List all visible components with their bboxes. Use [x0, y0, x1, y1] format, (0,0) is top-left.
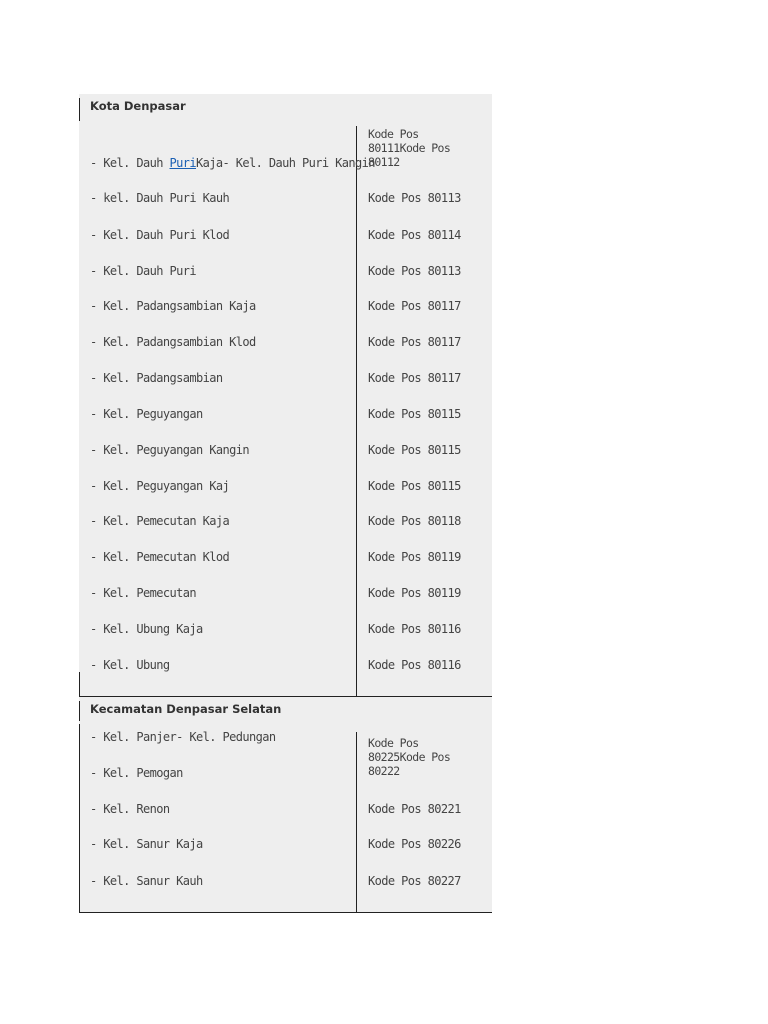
- kelurahan-name: - Kel. Renon: [90, 802, 170, 816]
- kelurahan-name: - Kel. Dauh Puri Klod: [90, 228, 230, 242]
- section-title: Kecamatan Denpasar Selatan: [90, 702, 282, 716]
- section-marker: [79, 701, 80, 721]
- postal-code: Kode Pos 80117: [368, 299, 461, 313]
- postal-code: Kode Pos 80111Kode Pos 80112: [368, 127, 451, 169]
- postal-code: Kode Pos 80119: [368, 550, 461, 564]
- kelurahan-name: - Kel. Sanur Kauh: [90, 874, 203, 888]
- postal-code: Kode Pos 80114: [368, 228, 461, 242]
- kelurahan-name: - Kel. Peguyangan: [90, 407, 203, 421]
- postal-code: Kode Pos 80115: [368, 443, 461, 457]
- kelurahan-name: - Kel. Pemecutan Klod: [90, 550, 230, 564]
- postal-code: Kode Pos 80117: [368, 335, 461, 349]
- kelurahan-name: - Kel. Padangsambian Klod: [90, 335, 256, 349]
- kelurahan-name: - Kel. Ubung Kaja: [90, 622, 203, 636]
- section-header-kota-denpasar: [79, 94, 492, 124]
- postal-code: Kode Pos 80113: [368, 264, 461, 278]
- section-header-denpasar-selatan: [79, 697, 492, 725]
- postal-code: Kode Pos 80119: [368, 586, 461, 600]
- column-divider: [356, 126, 357, 696]
- kelurahan-name: - Kel. Pemecutan Kaja: [90, 514, 230, 528]
- section-marker: [79, 98, 80, 121]
- kelurahan-name: - Kel. Peguyangan Kangin: [90, 443, 249, 457]
- postal-code: Kode Pos 80117: [368, 371, 461, 385]
- postal-code: Kode Pos 80227: [368, 874, 461, 888]
- kelurahan-name: - Kel. Sanur Kaja: [90, 837, 203, 851]
- puri-link[interactable]: Puri: [169, 156, 196, 170]
- postal-code: Kode Pos 80116: [368, 658, 461, 672]
- postal-code: Kode Pos 80113: [368, 191, 461, 205]
- table-border-left: [79, 672, 80, 696]
- kelurahan-name: - Kel. Padangsambian: [90, 371, 223, 385]
- postal-code-table: [79, 94, 492, 913]
- section-title: Kota Denpasar: [90, 99, 186, 113]
- postal-code: Kode Pos 80225Kode Pos 80222: [368, 736, 451, 778]
- kelurahan-name: - Kel. Dauh PuriKaja- Kel. Dauh Puri Kangin: [90, 156, 375, 170]
- postal-code: Kode Pos 80226: [368, 837, 461, 851]
- column-divider: [356, 732, 357, 912]
- kelurahan-name: - Kel. Padangsambian Kaja: [90, 299, 256, 313]
- kelurahan-name: - Kel. Panjer- Kel. Pedungan: [90, 730, 276, 744]
- postal-code: Kode Pos 80221: [368, 802, 461, 816]
- postal-code: Kode Pos 80118: [368, 514, 461, 528]
- kelurahan-name: - Kel. Ubung: [90, 658, 170, 672]
- postal-code: Kode Pos 80115: [368, 407, 461, 421]
- kelurahan-name: - Kel. Peguyangan Kaj: [90, 479, 230, 493]
- kelurahan-name: - Kel. Pemecutan: [90, 586, 196, 600]
- kelurahan-name: - Kel. Dauh Puri: [90, 264, 196, 278]
- kelurahan-name: - kel. Dauh Puri Kauh: [90, 191, 230, 205]
- table-border-left: [79, 724, 80, 912]
- postal-code: Kode Pos 80115: [368, 479, 461, 493]
- kelurahan-name: - Kel. Pemogan: [90, 766, 183, 780]
- postal-code: Kode Pos 80116: [368, 622, 461, 636]
